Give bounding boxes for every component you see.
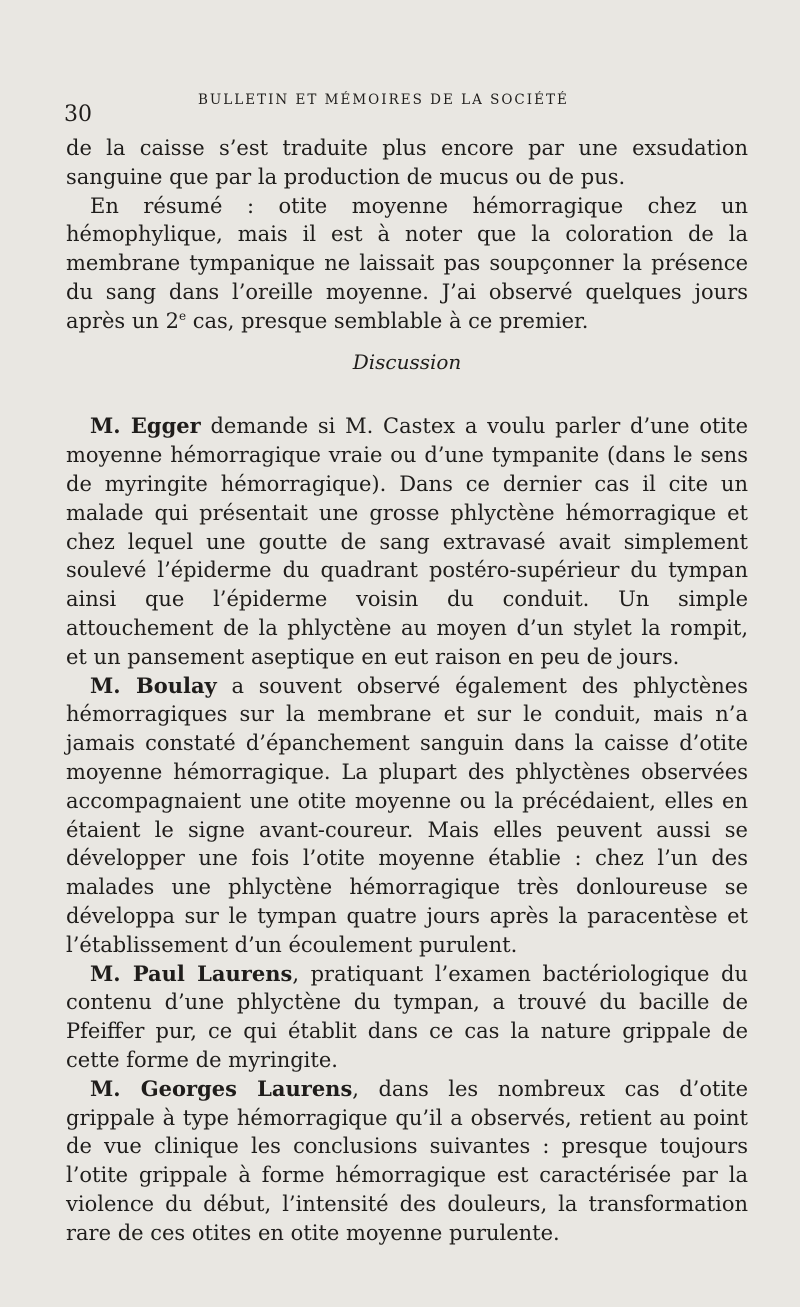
page-body [66,134,748,1247]
ordinal-superscript: e [178,308,187,323]
paragraph-egger [66,412,748,671]
paragraph-paul-laurens [66,960,748,1075]
speaker-paul-laurens: M. Paul Laurens [90,960,293,986]
speaker-georges-laurens: M. Georges Laurens [90,1075,353,1101]
section-title-discussion: Discussion [352,349,462,374]
paragraph-boulay [66,672,748,960]
paul-laurens-text: , pratiquant l’examen bactériologique du contenu d’une phlyctène du tympan, a trouvé du bacille de Pfeiffer pur, ce qui établit dans ce cas la nature grippale de cette forme de myringite. [66,961,748,1072]
paragraph-georges-laurens [66,1075,748,1248]
page-number: 30 [64,102,92,127]
egger-text: demande si M. Castex a voulu parler d’une otite moyenne hémorragique vraie ou d’une tympanite (dans le sens de myringite hémorragique). Dans ce dernier cas il cite un malade qui présentait une grosse phlyctène hémorragique et chez lequel une goutte de sang extravasé avait simplement soulevé l’épiderme du quadrant postéro-supérieur du tympan ainsi que l’épiderme voisin du conduit. Un simple attouchement de la phlyctène au moyen d’un stylet la rompit, et un pansement aseptique en eut raison en peu de jours. [66,414,749,669]
page-header [64,86,724,127]
summary-text-a: En résumé : otite moyenne hémorragique chez un hémophylique, mais il est à noter que la coloration de la membrane tympanique ne laissait pas soupçonner la présence du sang dans l’oreille moyenne. J’ai observé quelques jours après un 2 [66,193,748,333]
running-head: BULLETIN ET MÉMOIRES DE LA SOCIÉTÉ [198,92,569,108]
speaker-boulay: M. Boulay [90,672,217,698]
summary-text-b: cas, presque semblable à ce premier. [186,308,589,333]
georges-laurens-text: , dans les nombreux cas d’otite grippale à type hémorragique qu’il a observés, retient au point de vue clinique les conclusions suivantes : presque toujours l’otite grippale à forme hémorragique est caractérisée par la violence du début, l’intensité des douleurs, la transformation rare de ces otites en otite moyenne purulente. [66,1076,748,1245]
paragraph-summary [66,192,748,336]
paragraph-continuation: de la caisse s’est traduite plus encore par une exsudation sanguine que par la production de mucus ou de pus. [66,136,748,189]
boulay-text: a souvent observé également des phlyctènes hémorragiques sur la membrane et sur le conduit, mais n’a jamais constaté d’épanchement sanguin dans la caisse d’otite moyenne hémorragique. La plupart des phlyctènes observées accompagnaient une otite moyenne ou la précédaient, elles en étaient le signe avant-coureur. Mais elles peuvent aussi se développer une fois l’otite moyenne établie : chez l’un des malades une phlyctène hémorragique très donloureuse se développa sur le tympan quatre jours après la paracentèse et l’établissement d’un écoulement purulent. [66,673,748,957]
speaker-egger: M. Egger [90,413,201,439]
